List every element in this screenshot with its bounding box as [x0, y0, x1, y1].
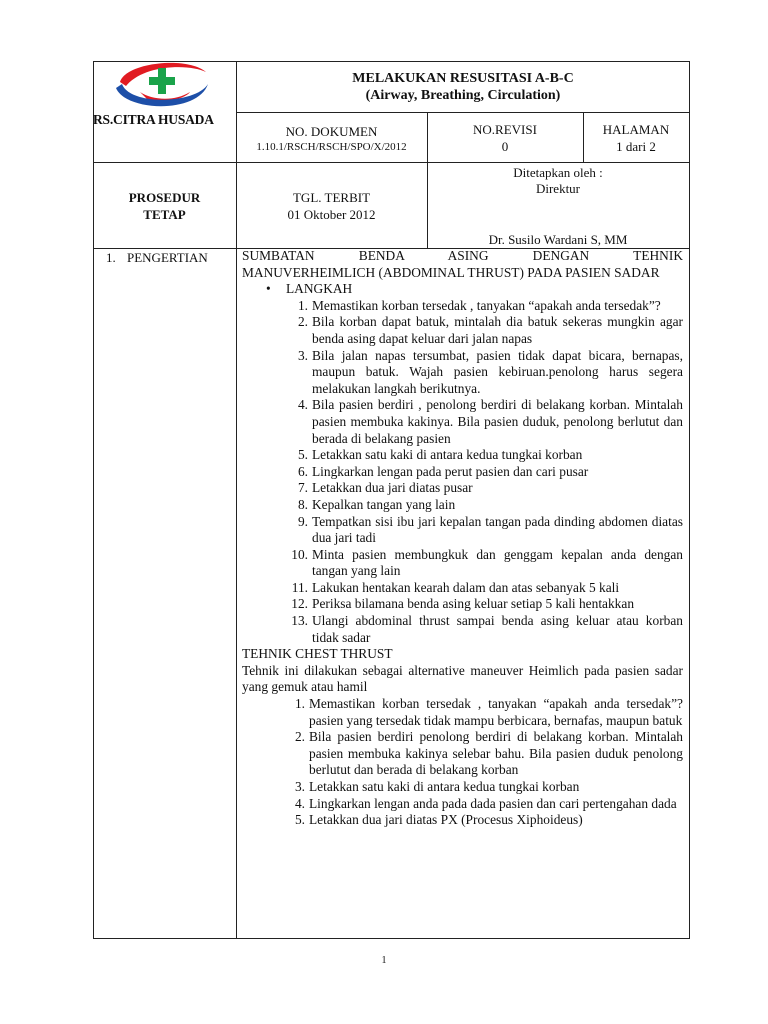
step-item-number: 2.: [297, 314, 308, 330]
step-item-text: Periksa bilamana benda asing keluar setiap 5 kali hentakkan: [312, 596, 635, 612]
chest-step-item-text: Letakkan satu kaki di antara kedua tungkai korban: [309, 779, 580, 794]
jabatan-label: Direktur: [535, 181, 581, 196]
step-item: [288, 348, 683, 398]
step-item-number: 5.: [297, 447, 308, 463]
step-item-text: Lingkarkan lengan pada perut pasien dan cari pusar: [312, 463, 589, 479]
bullet-item: [266, 281, 683, 298]
chest-step-item: [285, 796, 683, 813]
step-item: [288, 298, 683, 315]
document-title: MELAKUKAN RESUSITASI A-B-C: [352, 71, 574, 86]
section-label: PENGERTIAN: [127, 250, 208, 265]
content-heading-cont: MANUVERHEIMLICH (ABDOMINAL THRUST) PADA PASIEN SADAR: [242, 264, 660, 280]
step-item-number: 8.: [297, 496, 308, 512]
no-revisi-label: NO.REVISI: [473, 122, 537, 137]
chest-step-item-number: 4.: [294, 795, 305, 811]
chest-step-item-text: Memastikan korban tersedak , tanyakan “apakah anda tersedak”? pasien yang tersedak tidak mampu berbicara, bernafas, maupun batuk: [309, 696, 683, 728]
ditetapkan-label: Ditetapkan oleh :: [513, 165, 603, 180]
table-border-bottom: [93, 938, 690, 939]
table-rule: [236, 112, 690, 113]
step-item: [288, 613, 683, 646]
halaman-label: HALAMAN: [602, 122, 670, 137]
pejabat-name: Dr. Susilo Wardani S, MM: [488, 232, 628, 247]
chest-step-item: [285, 696, 683, 729]
chest-step-item-text: Letakkan dua jari diatas PX (Procesus Xiphoideus): [309, 812, 583, 828]
step-item: [288, 447, 683, 464]
hospital-name: RS.CITRA HUSADA: [93, 112, 214, 127]
no-dokumen-label: NO. DOKUMEN: [285, 124, 378, 139]
step-item: [288, 514, 683, 547]
step-item: [288, 596, 683, 613]
content-heading: SUMBATAN BENDA ASING DENGAN TEHNIK: [242, 248, 683, 263]
step-item-text: Letakkan dua jari diatas pusar: [312, 480, 473, 496]
step-item-text: Bila jalan napas tersumbat, pasien tidak dapat bicara, bernapas, maupun batuk. Wajah pasien kebiruan.penolong harus segera melakukan langkah berikutnya.: [312, 347, 683, 396]
halaman-value: 1 dari 2: [616, 139, 656, 154]
table-border-right: [689, 61, 690, 939]
step-item-text: Minta pasien membungkuk dan genggam kepalan anda dengan tangan yang lain: [312, 546, 683, 579]
step-item-number: 10.: [291, 546, 308, 562]
procedure-content: [242, 248, 683, 829]
step-item-text: Tempatkan sisi ibu jari kepalan tangan pada dinding abdomen diatas dua jari tadi: [312, 513, 683, 546]
chest-step-item-text: Bila pasien berdiri penolong berdiri di belakang korban. Mintalah pasien membuka kakinya selebar bahu. Bila pasien duduk penolong berlutut dan berada di belakang korban: [309, 729, 683, 778]
step-item-number: 7.: [297, 480, 308, 496]
table-rule: [93, 162, 690, 163]
chest-step-item: [285, 779, 683, 796]
step-item: [288, 497, 683, 514]
step-item-text: Letakkan satu kaki di antara kedua tungkai korban: [312, 447, 583, 463]
step-item-number: 11.: [291, 579, 308, 595]
chest-step-item-number: 1.: [294, 696, 305, 712]
chest-thrust-intro: Tehnik ini dilakukan sebagai alternative maneuver Heimlich pada pasien sadar yang gemuk atau hamil: [242, 662, 683, 695]
no-revisi-value: 0: [501, 139, 509, 154]
step-item-text: Memastikan korban tersedak , tanyakan “apakah anda tersedak”?: [312, 297, 661, 313]
bullet-label: LANGKAH: [286, 281, 353, 297]
chest-step-item: [285, 729, 683, 779]
step-item: [288, 580, 683, 597]
prosedur-label: PROSEDUR: [128, 190, 201, 205]
step-item-number: 13.: [291, 613, 308, 629]
page-number: 1: [381, 955, 387, 966]
step-item: [288, 547, 683, 580]
step-item: [288, 397, 683, 447]
chest-step-item: [285, 812, 683, 829]
chest-step-item-number: 3.: [294, 779, 305, 794]
bullet-icon: •: [266, 281, 271, 297]
step-item-text: Ulangi abdominal thrust sampai benda asing keluar atau korban tidak sadar: [312, 613, 683, 645]
logo-graphic: [112, 58, 212, 112]
step-item-number: 1.: [297, 297, 308, 313]
chest-step-item-text: Lingkarkan lengan anda pada dada pasien dan cari pertengahan dada: [309, 795, 677, 811]
document-subtitle: (Airway, Breathing, Circulation): [365, 88, 561, 103]
step-item-number: 4.: [297, 397, 308, 413]
step-item: [288, 314, 683, 347]
step-item: [288, 464, 683, 481]
step-item-text: Kepalkan tangan yang lain: [312, 496, 456, 512]
step-item-text: Bila pasien berdiri , penolong berdiri di belakang korban. Mintalah pasien membuka kakinya. Bila pasien duduk, penolong berlutut dan berada di belakang pasien: [312, 397, 683, 446]
hospital-logo: [112, 58, 212, 112]
chest-steps-list: [285, 696, 683, 829]
steps-list: [288, 298, 683, 646]
tgl-terbit-value: 01 Oktober 2012: [287, 207, 376, 222]
step-item-number: 12.: [291, 596, 308, 612]
section-number: 1.: [106, 250, 116, 265]
step-item: [288, 480, 683, 497]
chest-step-item-number: 2.: [294, 729, 305, 745]
prosedur-label-line2: TETAP: [143, 207, 186, 222]
no-dokumen-value: 1.10.1/RSCH/RSCH/SPO/X/2012: [256, 141, 407, 153]
step-item-text: Bila korban dapat batuk, mintalah dia batuk sekeras mungkin agar benda asing dapat keluar dari jalan napas: [312, 314, 683, 346]
step-item-number: 3.: [297, 347, 308, 363]
step-item-number: 6.: [297, 463, 308, 479]
step-item-text: Lakukan hentakan kearah dalam dan atas sebanyak 5 kali: [312, 579, 620, 595]
chest-thrust-heading: TEHNIK CHEST THRUST: [242, 646, 393, 662]
tgl-terbit-label: TGL. TERBIT: [292, 190, 371, 205]
step-item-number: 9.: [297, 513, 308, 529]
chest-step-item-number: 5.: [294, 812, 305, 828]
